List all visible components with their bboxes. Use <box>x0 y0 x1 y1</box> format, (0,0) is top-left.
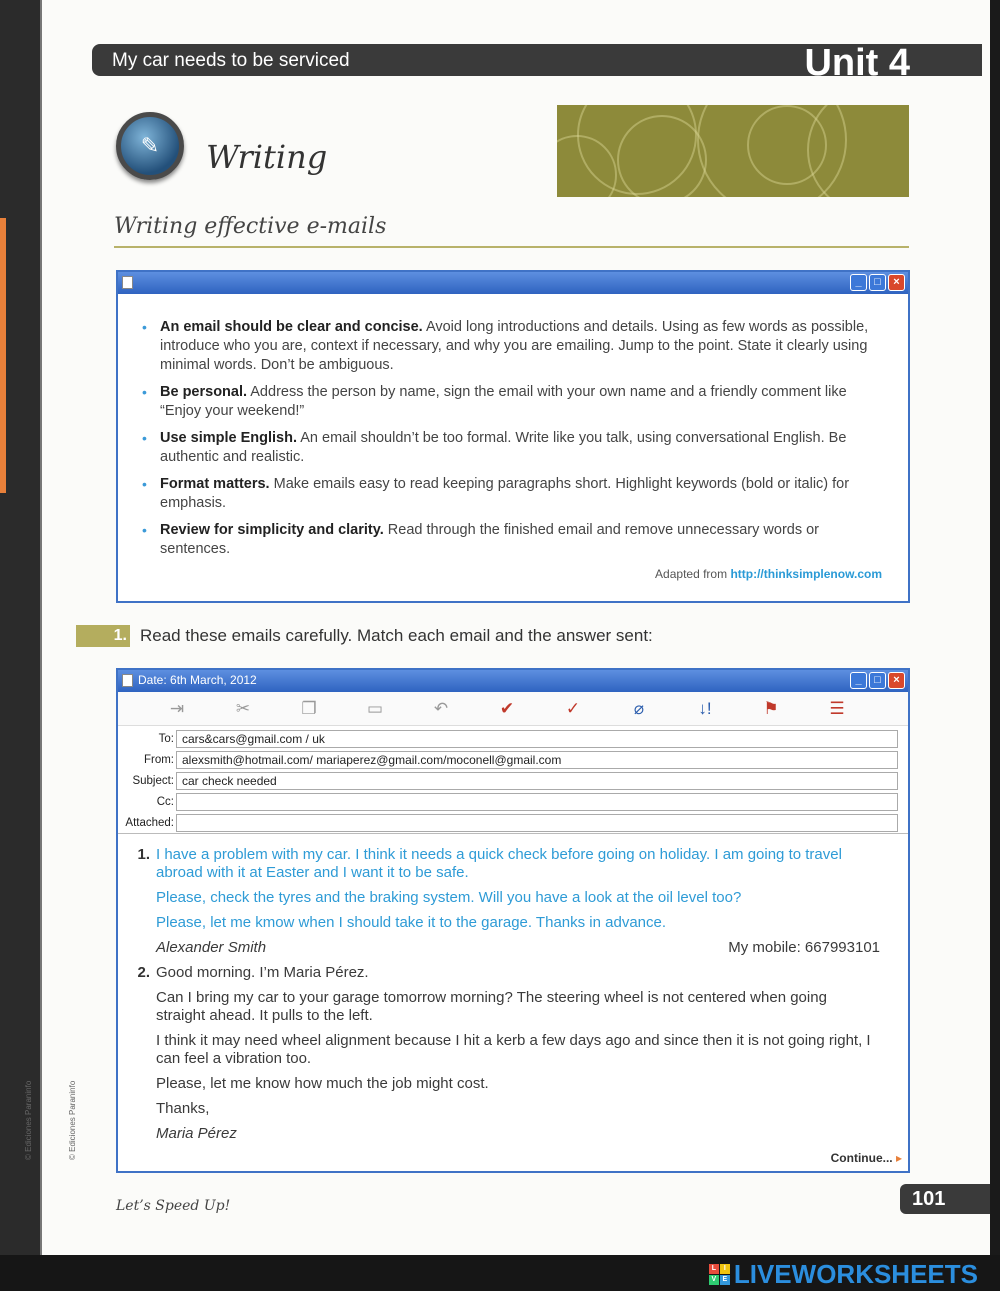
source-credit: Adapted from http://thinksimplenow.com <box>655 567 882 581</box>
attached-field[interactable] <box>176 814 898 832</box>
copy-icon[interactable]: ❐ <box>301 698 317 718</box>
copyright-note: © Ediciones Paraninfo <box>24 1080 33 1160</box>
mobile-number: My mobile: 667993101 <box>728 939 880 956</box>
tips-list <box>118 294 908 591</box>
tip-item: • Review for simplicity and clarity. Read through the finished email and remove unnecessary words or sentences. <box>142 522 820 557</box>
paste-icon[interactable]: ▭ <box>366 698 384 718</box>
message-paragraph: Please, let me know how much the job might cost. <box>156 1075 489 1092</box>
minimize-icon[interactable]: _ <box>850 274 867 291</box>
maximize-icon[interactable]: □ <box>869 672 886 689</box>
attached-row: Attached: <box>118 812 908 833</box>
to-row: To: cars&cars@gmail.com / uk <box>118 728 908 749</box>
send-icon[interactable]: ⇥ <box>169 698 185 718</box>
exercise-number: 1. <box>76 625 130 647</box>
tip-item: • An email should be clear and concise. Avoid long introductions and details. Using as few words as possible, introduce who you are, context if necessary, and why you are emailing. Jump to the point. State it clearly using minimal words. Don’t be ambiguous. <box>142 319 869 373</box>
section-subtitle: Writing effective e-mails <box>114 214 387 239</box>
subject-field[interactable]: car check needed <box>176 772 898 790</box>
flag-icon[interactable]: ⚑ <box>763 698 779 718</box>
bullet-icon: • <box>142 384 147 400</box>
close-icon[interactable]: × <box>888 274 905 291</box>
exercise-instruction: Read these emails carefully. Match each email and the answer sent: <box>140 626 653 645</box>
attach-icon[interactable]: ⌀ <box>633 698 645 718</box>
message-signature: Alexander Smith My mobile: 667993101 <box>156 939 880 956</box>
tips-window-titlebar <box>118 272 908 294</box>
document-icon <box>122 674 133 687</box>
logo-grid-icon: L I V E <box>709 1264 730 1285</box>
tip-item: • Be personal. Address the person by name, sign the email with your own name and a friendly comment like “Enjoy your weekend!” <box>142 384 847 419</box>
orange-side-tab <box>0 218 6 493</box>
bullet-icon: • <box>142 319 147 335</box>
cut-icon[interactable]: ✂ <box>235 698 251 718</box>
unit-topic: My car needs to be serviced <box>112 50 350 71</box>
message-paragraph: Please, let me kmow when I should take it to the garage. Thanks in advance. <box>156 914 667 931</box>
email-date: Date: 6th March, 2012 <box>138 673 257 687</box>
message-paragraph: Thanks, <box>156 1100 210 1117</box>
writing-icon: ✎ <box>116 112 184 180</box>
section-title: Writing <box>206 138 328 176</box>
message-paragraph: I think it may need wheel alignment because I hit a kerb a few days ago and since then it is not going right, I can feel a vibration too. <box>156 1032 871 1067</box>
message-paragraph: Please, check the tyres and the braking system. Will you have a look at the oil level too? <box>156 889 742 906</box>
unit-number: Unit 4 <box>804 42 910 84</box>
message-paragraph: 1. I have a problem with my car. I think it needs a quick check before going on holiday. I am going to travel abroad with it at Easter and I want it to be safe. <box>137 846 842 881</box>
copyright-note: © Ediciones Paraninfo <box>68 1080 77 1160</box>
subject-row: Subject: car check needed <box>118 770 908 791</box>
email-body <box>118 833 908 1142</box>
message-paragraph: 2. Good morning. I’m Maria Pérez. <box>137 964 369 981</box>
check-names-icon[interactable]: ✔ <box>499 698 515 718</box>
left-book-edge <box>0 0 40 1255</box>
maximize-icon[interactable]: □ <box>869 274 886 291</box>
message-signature: Maria Pérez <box>156 1125 237 1142</box>
subtitle-divider <box>114 246 909 248</box>
email-toolbar <box>118 692 908 726</box>
tip-item: • Format matters. Make emails easy to read keeping paragraphs short. Highlight keywords (bold or italic) for emphasis. <box>142 476 850 511</box>
unit-header-bar <box>92 42 982 84</box>
decorative-olive-panel <box>557 105 909 197</box>
priority-icon[interactable]: ↓! <box>698 698 712 718</box>
book-title: Let’s Speed Up! <box>116 1198 231 1214</box>
email-window <box>116 668 910 1173</box>
source-link[interactable]: http://thinksimplenow.com <box>730 567 882 581</box>
email-window-titlebar <box>118 670 908 692</box>
cc-field[interactable] <box>176 793 898 811</box>
continue-link[interactable]: Continue... ▸ <box>830 1151 902 1165</box>
minimize-icon[interactable]: _ <box>850 672 867 689</box>
document-icon <box>122 276 133 289</box>
spelling-icon[interactable]: ✓ <box>565 698 581 718</box>
from-field[interactable]: alexsmith@hotmail.com/ mariaperez@gmail.com/moconell@gmail.com <box>176 751 898 769</box>
to-field[interactable]: cars&cars@gmail.com / uk <box>176 730 898 748</box>
bullet-icon: • <box>142 430 147 446</box>
options-icon[interactable]: ☰ <box>829 698 845 718</box>
tip-item: • Use simple English. An email shouldn’t be too formal. Write like you talk, using conversational English. Be authentic and realistic. <box>142 430 847 465</box>
logo-text: LIVEWORKSHEETS <box>733 1259 978 1289</box>
page-number: 101 <box>900 1184 990 1214</box>
cc-row: Cc: <box>118 791 908 812</box>
undo-icon[interactable]: ↶ <box>433 698 449 718</box>
from-row: From: alexsmith@hotmail.com/ mariaperez@gmail.com/moconell@gmail.com <box>118 749 908 770</box>
bullet-icon: • <box>142 476 147 492</box>
tips-window <box>116 270 910 603</box>
liveworksheets-logo <box>709 1259 978 1290</box>
bullet-icon: • <box>142 522 147 538</box>
close-icon[interactable]: × <box>888 672 905 689</box>
message-paragraph: Can I bring my car to your garage tomorrow morning? The steering wheel is not centered when going straight ahead. It pulls to the left. <box>156 989 827 1024</box>
